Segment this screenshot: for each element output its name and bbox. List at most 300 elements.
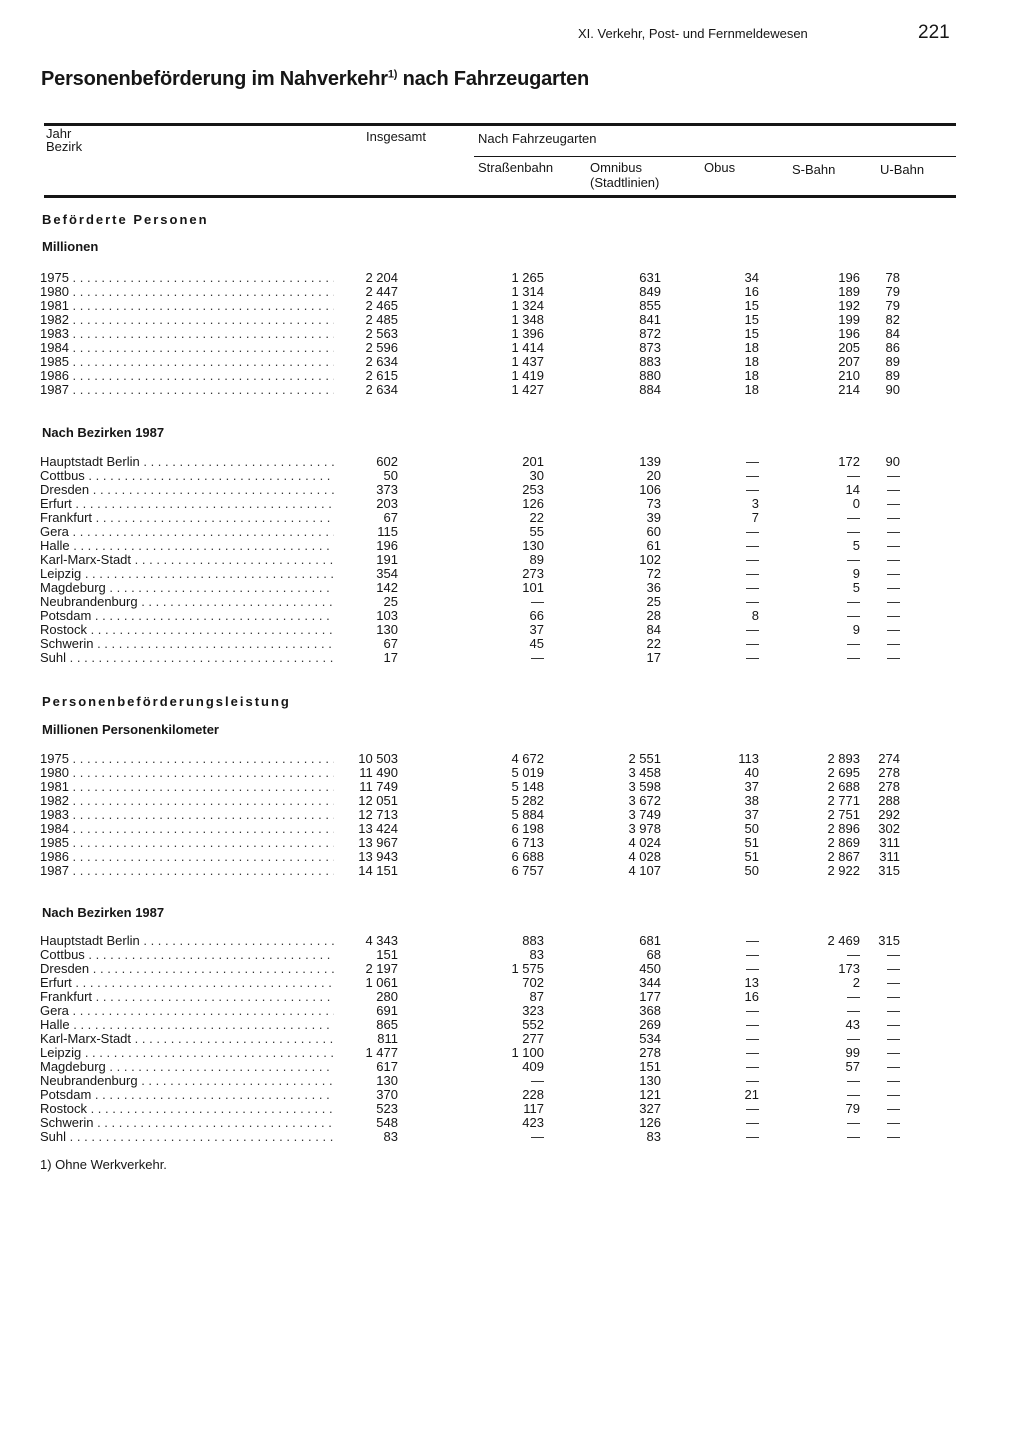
cell-sbahn: — — [847, 989, 860, 1004]
section-performance: Personenbeförderungsleistung — [42, 694, 291, 709]
cell-trolleybus: — — [746, 947, 759, 962]
cell-ubahn: — — [887, 650, 900, 665]
cell-total: 370 — [376, 1087, 398, 1102]
cell-bus: 84 — [646, 622, 661, 637]
cell-tram: 253 — [522, 482, 544, 497]
cell-bus: 884 — [639, 382, 661, 397]
cell-bus: 3 672 — [628, 793, 661, 808]
cell-ubahn: 278 — [878, 779, 900, 794]
cell-tram: 1 348 — [511, 312, 544, 327]
cell-tram: 5 884 — [511, 807, 544, 822]
cell-tram: 277 — [522, 1031, 544, 1046]
cell-trolleybus: 8 — [751, 608, 759, 623]
table-row — [40, 794, 920, 808]
cell-tram: 1 427 — [511, 382, 544, 397]
cell-total: 2 485 — [365, 312, 398, 327]
row-label: Rostock . . . — [40, 623, 334, 637]
row-label: Gera . . . — [40, 525, 334, 539]
cell-tram: 1 396 — [511, 326, 544, 341]
cell-trolleybus: 3 — [751, 496, 759, 511]
header-top-rule — [44, 123, 956, 126]
cell-total: 103 — [376, 608, 398, 623]
cell-bus: 102 — [639, 552, 661, 567]
cell-total: 2 634 — [365, 354, 398, 369]
cell-ubahn: 311 — [879, 849, 900, 864]
cell-bus: 269 — [639, 1017, 661, 1032]
cell-total: 280 — [376, 989, 398, 1004]
cell-ubahn: — — [887, 961, 900, 976]
cell-trolleybus: 13 — [744, 975, 759, 990]
cell-tram: 6 757 — [511, 863, 544, 878]
cell-trolleybus: — — [746, 1031, 759, 1046]
cell-bus: 368 — [639, 1003, 661, 1018]
table-row — [40, 1116, 920, 1130]
cell-tram: 273 — [522, 566, 544, 581]
cell-tram: 6 198 — [511, 821, 544, 836]
cell-bus: 344 — [639, 975, 661, 990]
row-label: Potsdam . . . — [40, 609, 334, 623]
cell-sbahn: 210 — [838, 368, 860, 383]
cell-trolleybus: — — [746, 1129, 759, 1144]
title-rest: nach Fahrzeugarten — [397, 68, 590, 90]
table-row — [40, 327, 920, 341]
cell-sbahn: 2 922 — [827, 863, 860, 878]
cell-sbahn: — — [847, 947, 860, 962]
cell-sbahn: — — [847, 524, 860, 539]
section-passengers-by-district: Nach Bezirken 1987 — [42, 425, 165, 440]
table-row — [40, 1032, 920, 1046]
cell-total: 11 490 — [359, 765, 398, 780]
table-row — [40, 1004, 920, 1018]
cell-trolleybus: — — [746, 1115, 759, 1130]
cell-trolleybus: 16 — [744, 284, 759, 299]
cell-tram: — — [531, 650, 544, 665]
table-row — [40, 637, 920, 651]
table-row — [40, 1060, 920, 1074]
row-label: Frankfurt . . . — [40, 511, 334, 525]
cell-trolleybus: 40 — [744, 765, 759, 780]
cell-total: 67 — [383, 636, 398, 651]
cell-bus: 880 — [639, 368, 661, 383]
cell-bus: 25 — [646, 594, 661, 609]
cell-sbahn: 2 869 — [827, 835, 860, 850]
cell-sbahn: 2 751 — [827, 807, 860, 822]
cell-bus: 2 551 — [628, 751, 661, 766]
cell-sbahn: — — [847, 650, 860, 665]
header-bus-line2: (Stadtlinien) — [590, 175, 660, 190]
cell-sbahn: 2 893 — [827, 751, 860, 766]
table-row — [40, 623, 920, 637]
cell-ubahn: 79 — [885, 284, 900, 299]
cell-trolleybus: 15 — [744, 326, 759, 341]
cell-sbahn: 79 — [845, 1101, 860, 1116]
cell-total: 203 — [376, 496, 398, 511]
cell-bus: 106 — [639, 482, 661, 497]
cell-trolleybus: — — [746, 1059, 759, 1074]
cell-total: 523 — [376, 1101, 398, 1116]
cell-bus: 28 — [646, 608, 661, 623]
cell-ubahn: 79 — [885, 298, 900, 313]
table-title — [41, 68, 589, 91]
title-main: Personenbeförderung im Nahverkehr — [41, 68, 388, 90]
cell-trolleybus: — — [746, 1101, 759, 1116]
row-label: Frankfurt . . . — [40, 990, 334, 1004]
cell-bus: 68 — [646, 947, 661, 962]
cell-trolleybus: — — [746, 933, 759, 948]
row-label: Karl-Marx-Stadt . . . — [40, 553, 334, 567]
row-label: 1982 . . . — [40, 794, 334, 808]
cell-ubahn: — — [887, 1045, 900, 1060]
cell-ubahn: — — [887, 1073, 900, 1088]
cell-total: 50 — [383, 468, 398, 483]
cell-ubahn: 89 — [885, 368, 900, 383]
table-row — [40, 836, 920, 850]
cell-trolleybus: — — [746, 1017, 759, 1032]
cell-ubahn: — — [887, 594, 900, 609]
cell-trolleybus: — — [746, 468, 759, 483]
row-label: 1985 . . . — [40, 836, 334, 850]
table-row — [40, 1046, 920, 1060]
cell-total: 2 615 — [365, 368, 398, 383]
cell-ubahn: 315 — [878, 933, 900, 948]
row-label: Halle . . . — [40, 1018, 334, 1032]
table-row — [40, 455, 920, 469]
performance-years-block — [40, 752, 920, 878]
cell-trolleybus: — — [746, 538, 759, 553]
cell-sbahn: 207 — [838, 354, 860, 369]
table-row — [40, 962, 920, 976]
cell-ubahn: 311 — [879, 835, 900, 850]
page-number: 221 — [918, 22, 950, 43]
cell-tram: 101 — [522, 580, 544, 595]
cell-total: 12 713 — [358, 807, 398, 822]
cell-ubahn: — — [887, 468, 900, 483]
passengers-districts-block — [40, 455, 920, 665]
cell-total: 14 151 — [358, 863, 398, 878]
cell-total: 548 — [376, 1115, 398, 1130]
cell-ubahn: 90 — [885, 382, 900, 397]
cell-sbahn: 0 — [852, 496, 860, 511]
row-label: 1984 . . . — [40, 341, 334, 355]
cell-tram: 1 575 — [511, 961, 544, 976]
cell-ubahn: — — [887, 538, 900, 553]
cell-trolleybus: 16 — [744, 989, 759, 1004]
cell-sbahn: 9 — [852, 622, 860, 637]
table-row — [40, 383, 920, 397]
table-row — [40, 271, 920, 285]
cell-total: 196 — [376, 538, 398, 553]
row-label: Leipzig . . . — [40, 567, 334, 581]
cell-bus: 72 — [646, 566, 661, 581]
cell-bus: 849 — [639, 284, 661, 299]
row-label: Erfurt . . . — [40, 976, 334, 990]
table-row — [40, 934, 920, 948]
row-label: 1984 . . . — [40, 822, 334, 836]
row-label: 1986 . . . — [40, 369, 334, 383]
cell-sbahn: 43 — [845, 1017, 860, 1032]
cell-sbahn: — — [847, 468, 860, 483]
cell-total: 2 596 — [365, 340, 398, 355]
cell-ubahn: 84 — [885, 326, 900, 341]
cell-ubahn: — — [887, 1101, 900, 1116]
cell-tram: 4 672 — [511, 751, 544, 766]
cell-ubahn: 292 — [878, 807, 900, 822]
cell-trolleybus: 7 — [751, 510, 759, 525]
header-bus — [590, 161, 659, 189]
cell-total: 13 943 — [358, 849, 398, 864]
cell-ubahn: — — [887, 636, 900, 651]
cell-sbahn: 172 — [838, 454, 860, 469]
cell-sbahn: 5 — [852, 580, 860, 595]
cell-bus: 139 — [639, 454, 661, 469]
cell-trolleybus: — — [746, 650, 759, 665]
cell-sbahn: 2 867 — [827, 849, 860, 864]
cell-bus: 855 — [639, 298, 661, 313]
row-label: 1983 . . . — [40, 327, 334, 341]
cell-total: 142 — [376, 580, 398, 595]
row-label: Karl-Marx-Stadt . . . — [40, 1032, 334, 1046]
cell-trolleybus: 51 — [744, 849, 759, 864]
cell-trolleybus: 18 — [744, 340, 759, 355]
cell-trolleybus: 50 — [744, 863, 759, 878]
cell-sbahn: — — [847, 1115, 860, 1130]
cell-ubahn: — — [887, 1059, 900, 1074]
row-label: 1987 . . . — [40, 383, 334, 397]
cell-ubahn: — — [887, 1087, 900, 1102]
cell-bus: 841 — [639, 312, 661, 327]
table-row — [40, 1102, 920, 1116]
cell-tram: 228 — [522, 1087, 544, 1102]
cell-bus: 631 — [639, 270, 661, 285]
cell-ubahn: — — [887, 580, 900, 595]
row-label: Magdeburg . . . — [40, 581, 334, 595]
cell-tram: 83 — [529, 947, 544, 962]
cell-bus: 121 — [639, 1087, 661, 1102]
table-row — [40, 299, 920, 313]
cell-trolleybus: 21 — [744, 1087, 759, 1102]
cell-sbahn: 196 — [838, 270, 860, 285]
row-label: 1982 . . . — [40, 313, 334, 327]
cell-total: 130 — [376, 622, 398, 637]
cell-total: 2 634 — [365, 382, 398, 397]
table-row — [40, 525, 920, 539]
cell-ubahn: 89 — [885, 354, 900, 369]
cell-tram: 89 — [529, 552, 544, 567]
cell-trolleybus: — — [746, 594, 759, 609]
cell-tram: 201 — [522, 454, 544, 469]
cell-trolleybus: 113 — [738, 751, 759, 766]
cell-sbahn: 2 695 — [827, 765, 860, 780]
cell-ubahn: 90 — [885, 454, 900, 469]
cell-total: 1 061 — [365, 975, 398, 990]
cell-trolleybus: 18 — [744, 368, 759, 383]
row-label: 1975 . . . — [40, 752, 334, 766]
header-tram: Straßenbahn — [478, 160, 554, 175]
row-label: Suhl . . . — [40, 1130, 334, 1144]
cell-sbahn: — — [847, 1073, 860, 1088]
cell-tram: 1 437 — [511, 354, 544, 369]
cell-ubahn: 78 — [885, 270, 900, 285]
cell-sbahn: 192 — [838, 298, 860, 313]
table-row — [40, 822, 920, 836]
cell-sbahn: — — [847, 636, 860, 651]
cell-total: 2 197 — [365, 961, 398, 976]
cell-ubahn: 82 — [885, 312, 900, 327]
cell-total: 12 051 — [358, 793, 398, 808]
cell-trolleybus: 15 — [744, 298, 759, 313]
cell-total: 2 563 — [365, 326, 398, 341]
cell-bus: 872 — [639, 326, 661, 341]
performance-districts-block — [40, 934, 920, 1144]
table-row — [40, 1088, 920, 1102]
table-row — [40, 567, 920, 581]
table-row — [40, 483, 920, 497]
cell-ubahn: 274 — [878, 751, 900, 766]
table-row — [40, 469, 920, 483]
cell-sbahn: 199 — [838, 312, 860, 327]
cell-trolleybus: — — [746, 552, 759, 567]
cell-trolleybus: — — [746, 524, 759, 539]
cell-total: 13 967 — [358, 835, 398, 850]
cell-bus: 60 — [646, 524, 661, 539]
cell-trolleybus: — — [746, 566, 759, 581]
header-group: Nach Fahrzeugarten — [478, 131, 597, 146]
table-row — [40, 609, 920, 623]
cell-tram: 45 — [529, 636, 544, 651]
cell-total: 115 — [377, 524, 398, 539]
cell-sbahn: 189 — [838, 284, 860, 299]
cell-trolleybus: 37 — [744, 779, 759, 794]
row-label: 1985 . . . — [40, 355, 334, 369]
cell-total: 4 343 — [365, 933, 398, 948]
table-row — [40, 1074, 920, 1088]
table-row — [40, 595, 920, 609]
cell-total: 83 — [383, 1129, 398, 1144]
cell-total: 67 — [383, 510, 398, 525]
cell-ubahn: — — [887, 1129, 900, 1144]
cell-ubahn: 86 — [885, 340, 900, 355]
cell-tram: 1 265 — [511, 270, 544, 285]
cell-ubahn: — — [887, 622, 900, 637]
cell-bus: 450 — [639, 961, 661, 976]
cell-bus: 3 749 — [628, 807, 661, 822]
cell-trolleybus: — — [746, 1073, 759, 1088]
cell-bus: 126 — [639, 1115, 661, 1130]
cell-bus: 3 458 — [628, 765, 661, 780]
cell-tram: 1 100 — [511, 1045, 544, 1060]
cell-bus: 177 — [639, 989, 661, 1004]
cell-ubahn: — — [887, 975, 900, 990]
cell-trolleybus: — — [746, 622, 759, 637]
cell-ubahn: — — [887, 1017, 900, 1032]
cell-trolleybus: 51 — [744, 835, 759, 850]
row-label: Neubrandenburg . . . — [40, 595, 334, 609]
section-performance-unit: Millionen Personenkilometer — [42, 722, 219, 737]
cell-tram: 66 — [529, 608, 544, 623]
cell-tram: 1 419 — [511, 368, 544, 383]
cell-trolleybus: — — [746, 482, 759, 497]
cell-tram: 5 019 — [511, 765, 544, 780]
cell-tram: 37 — [529, 622, 544, 637]
cell-tram: — — [531, 594, 544, 609]
cell-tram: 6 688 — [511, 849, 544, 864]
cell-total: 2 465 — [365, 298, 398, 313]
header-trolleybus: Obus — [704, 160, 736, 175]
cell-bus: 17 — [646, 650, 661, 665]
cell-ubahn: — — [887, 552, 900, 567]
cell-sbahn: 214 — [838, 382, 860, 397]
header-sbahn: S-Bahn — [792, 162, 836, 177]
cell-total: 13 424 — [358, 821, 398, 836]
section-passengers-unit: Millionen — [42, 239, 99, 254]
section-performance-by-district: Nach Bezirken 1987 — [42, 905, 165, 920]
row-label: 1986 . . . — [40, 850, 334, 864]
cell-ubahn: — — [887, 989, 900, 1004]
cell-sbahn: 173 — [838, 961, 860, 976]
cell-total: 17 — [383, 650, 398, 665]
cell-bus: 151 — [639, 1059, 661, 1074]
cell-bus: 4 024 — [628, 835, 661, 850]
cell-sbahn: 205 — [838, 340, 860, 355]
cell-sbahn: 14 — [845, 482, 860, 497]
cell-trolleybus: — — [746, 961, 759, 976]
cell-bus: 83 — [646, 1129, 661, 1144]
cell-bus: 3 598 — [628, 779, 661, 794]
table-row — [40, 511, 920, 525]
cell-sbahn: — — [847, 1031, 860, 1046]
row-label: 1981 . . . — [40, 780, 334, 794]
row-label: Schwerin . . . — [40, 1116, 334, 1130]
cell-trolleybus: 18 — [744, 382, 759, 397]
cell-ubahn: — — [887, 496, 900, 511]
row-label: Neubrandenburg . . . — [40, 1074, 334, 1088]
cell-trolleybus: — — [746, 454, 759, 469]
cell-tram: 30 — [529, 468, 544, 483]
cell-tram: 55 — [529, 524, 544, 539]
cell-sbahn: — — [847, 552, 860, 567]
row-label: Suhl . . . — [40, 651, 334, 665]
cell-trolleybus: 15 — [744, 312, 759, 327]
cell-bus: 873 — [639, 340, 661, 355]
cell-bus: 3 978 — [628, 821, 661, 836]
cell-sbahn: 2 771 — [827, 793, 860, 808]
row-label: Cottbus . . . — [40, 469, 334, 483]
cell-tram: 87 — [529, 989, 544, 1004]
cell-ubahn: 278 — [878, 765, 900, 780]
cell-tram: 423 — [522, 1115, 544, 1130]
cell-tram: 1 324 — [511, 298, 544, 313]
cell-bus: 4 107 — [628, 863, 661, 878]
cell-tram: 5 282 — [511, 793, 544, 808]
cell-bus: 278 — [639, 1045, 661, 1060]
row-label: Halle . . . — [40, 539, 334, 553]
row-label: Erfurt . . . — [40, 497, 334, 511]
table-row — [40, 948, 920, 962]
row-label: Magdeburg . . . — [40, 1060, 334, 1074]
cell-bus: 22 — [646, 636, 661, 651]
table-row — [40, 313, 920, 327]
table-row — [40, 581, 920, 595]
cell-sbahn: 5 — [852, 538, 860, 553]
cell-ubahn: — — [887, 1003, 900, 1018]
table-row — [40, 1018, 920, 1032]
row-label: Hauptstadt Berlin . . . — [40, 455, 334, 469]
table-row — [40, 1130, 920, 1144]
cell-trolleybus: 50 — [744, 821, 759, 836]
cell-trolleybus: — — [746, 1045, 759, 1060]
passengers-years-block — [40, 271, 920, 397]
cell-trolleybus: 34 — [744, 270, 759, 285]
